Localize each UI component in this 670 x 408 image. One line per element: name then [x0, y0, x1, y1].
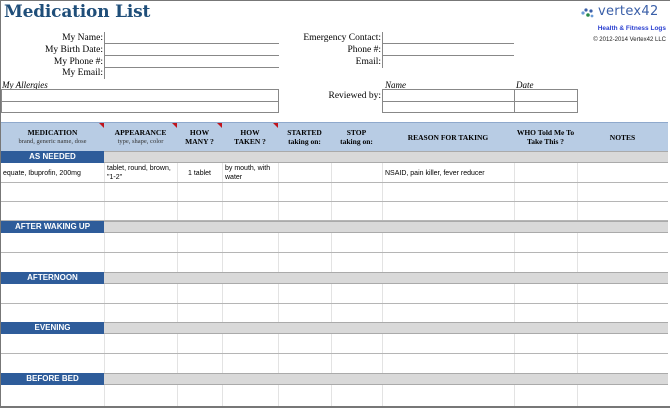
emergency-email-field[interactable]	[382, 56, 514, 68]
my-email-field[interactable]	[104, 67, 279, 79]
entry-medication[interactable]: equate, Ibuprofin, 200mg	[3, 170, 81, 177]
emergency-email-label: Email:	[355, 57, 381, 67]
page-title: Medication List	[4, 2, 151, 22]
review-name-header: Name	[385, 80, 406, 90]
entry-how-many[interactable]: 1 tablet	[188, 170, 211, 177]
vertex42-logo-icon	[580, 6, 596, 20]
copyright: © 2012-2014 Vertex42 LLC	[593, 37, 666, 43]
row-divider	[1, 303, 668, 304]
column-header-notes: NOTES	[577, 122, 668, 151]
reviewed-by-box[interactable]	[382, 89, 578, 113]
section-as-needed: AS NEEDED	[1, 151, 104, 163]
my-name-label: My Name:	[62, 33, 103, 43]
vertex42-logo	[580, 5, 668, 21]
review-date-header: Date	[516, 80, 534, 90]
emergency-contact-label: Emergency Contact:	[303, 33, 381, 43]
entry-how-taken[interactable]: by mouth, with water	[225, 165, 271, 181]
section-afternoon: AFTERNOON	[1, 272, 104, 284]
logo-text: vertex42	[598, 4, 659, 19]
my-email-label: My Email:	[62, 68, 103, 78]
medication-table	[1, 122, 668, 406]
my-phone-label: My Phone #:	[53, 57, 103, 67]
column-header-medication: MEDICATION brand, generic name, dose	[1, 122, 104, 151]
section-fill	[104, 221, 668, 233]
column-header-started: STARTED taking on:	[278, 122, 331, 151]
section-fill	[104, 322, 668, 334]
section-fill	[104, 373, 668, 385]
section-fill	[104, 272, 668, 284]
column-header-how-taken: HOW TAKEN ?	[222, 122, 278, 151]
row-divider	[1, 182, 668, 183]
allergies-box[interactable]	[1, 89, 279, 113]
emergency-contact-field[interactable]	[382, 32, 514, 44]
tagline: Health & Fitness Logs	[597, 25, 666, 32]
section-before-bed: BEFORE BED	[1, 373, 104, 385]
my-birth-date-label: My Birth Date:	[44, 45, 103, 55]
section-fill	[104, 151, 668, 163]
emergency-phone-label: Phone #:	[347, 45, 381, 55]
row-divider	[1, 201, 668, 202]
section-evening: EVENING	[1, 322, 104, 334]
entry-appearance[interactable]: tablet, round, brown, "1-2"	[107, 165, 171, 181]
allergies-label: My Allergies	[2, 80, 48, 90]
my-name-field[interactable]	[104, 32, 279, 44]
my-birth-date-field[interactable]	[104, 44, 279, 56]
column-header-how-many: HOW MANY ?	[177, 122, 222, 151]
reviewed-by-label: Reviewed by:	[328, 91, 381, 101]
column-header-who-told: WHO Told Me To Take This ?	[514, 122, 577, 151]
emergency-phone-field[interactable]	[382, 44, 514, 56]
entry-reason[interactable]: NSAID, pain killer, fever reducer	[385, 170, 485, 177]
column-header-appearance: APPEARANCE type, shape, color	[104, 122, 177, 151]
column-header-stop: STOP taking on:	[331, 122, 382, 151]
row-divider	[1, 353, 668, 354]
column-header-reason: REASON FOR TAKING	[382, 122, 514, 151]
section-after-waking-up: AFTER WAKING UP	[1, 221, 104, 233]
row-divider	[1, 252, 668, 253]
